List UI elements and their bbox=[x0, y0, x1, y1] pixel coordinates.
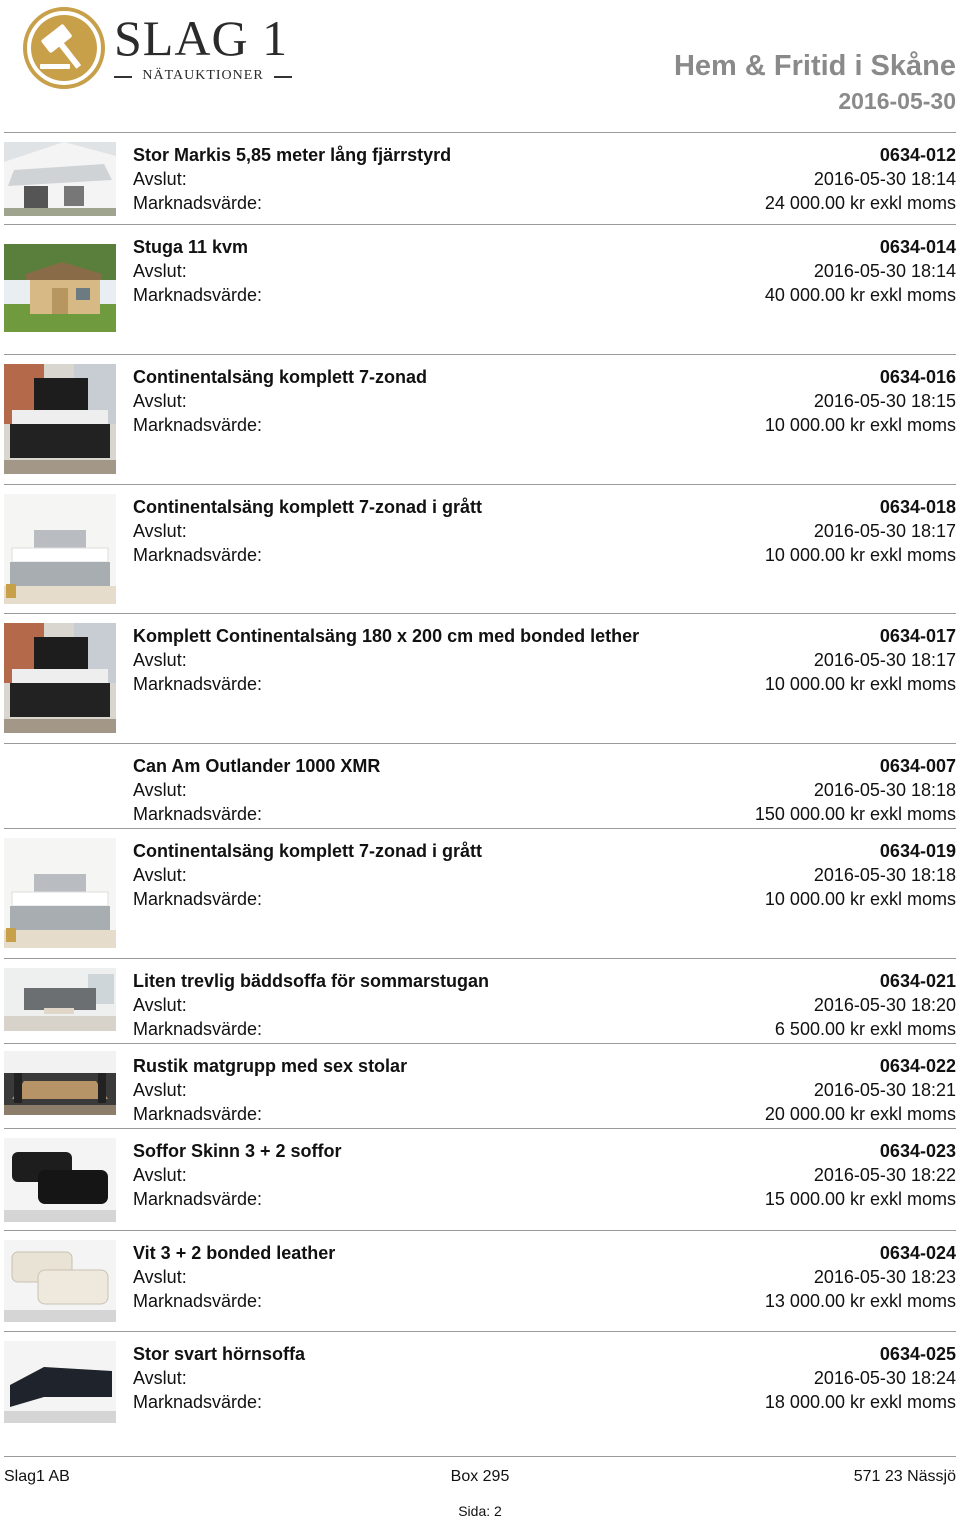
row-separator bbox=[4, 354, 956, 355]
lot-number: 0634-019 bbox=[879, 841, 956, 861]
market-value-label: Marknadsvärde: bbox=[133, 545, 263, 565]
row-separator bbox=[4, 132, 956, 133]
corner-sofa-photo[interactable] bbox=[4, 1341, 116, 1423]
item-title[interactable]: Stuga 11 kvm bbox=[133, 237, 249, 257]
item-title[interactable]: Continentalsäng komplett 7-zonad i grått bbox=[133, 497, 483, 517]
market-value-label: Marknadsvärde: bbox=[133, 1189, 263, 1209]
market-value-label: Marknadsvärde: bbox=[133, 1104, 263, 1124]
end-time: 2016-05-30 18:18 bbox=[813, 780, 956, 800]
footer-separator bbox=[4, 1456, 956, 1457]
end-label: Avslut: bbox=[133, 391, 187, 411]
row-separator bbox=[4, 1230, 956, 1231]
market-value-label: Marknadsvärde: bbox=[133, 285, 263, 305]
end-label: Avslut: bbox=[133, 865, 187, 885]
lot-number: 0634-012 bbox=[879, 145, 956, 165]
end-time: 2016-05-30 18:14 bbox=[813, 169, 956, 189]
item-title[interactable]: Liten trevlig bäddsoffa för sommarstugan bbox=[133, 971, 490, 991]
market-value-label: Marknadsvärde: bbox=[133, 889, 263, 909]
end-label: Avslut: bbox=[133, 1165, 187, 1185]
row-separator bbox=[4, 1043, 956, 1044]
end-label: Avslut: bbox=[133, 169, 187, 189]
row-separator bbox=[4, 1128, 956, 1129]
item-title[interactable]: Continentalsäng komplett 7-zonad bbox=[133, 367, 428, 387]
market-value-label: Marknadsvärde: bbox=[133, 1291, 263, 1311]
end-time: 2016-05-30 18:14 bbox=[813, 261, 956, 281]
black-bed-photo[interactable] bbox=[4, 623, 116, 733]
catalog-title: Hem & Fritid i Skåne bbox=[673, 50, 956, 82]
market-value: 10 000.00 kr exkl moms bbox=[764, 415, 956, 435]
item-title[interactable]: Soffor Skinn 3 + 2 soffor bbox=[133, 1141, 342, 1161]
catalog-date: 2016-05-30 bbox=[838, 88, 956, 114]
end-label: Avslut: bbox=[133, 1368, 187, 1388]
market-value-label: Marknadsvärde: bbox=[133, 674, 263, 694]
end-time: 2016-05-30 18:24 bbox=[813, 1368, 956, 1388]
lot-number: 0634-025 bbox=[879, 1344, 956, 1364]
item-title[interactable]: Can Am Outlander 1000 XMR bbox=[133, 756, 381, 776]
grey-bed-photo[interactable] bbox=[4, 494, 116, 604]
end-time: 2016-05-30 18:22 bbox=[813, 1165, 956, 1185]
end-time: 2016-05-30 18:15 bbox=[813, 391, 956, 411]
row-separator bbox=[4, 224, 956, 225]
footer-company: Slag1 AB bbox=[4, 1468, 70, 1485]
end-label: Avslut: bbox=[133, 1080, 187, 1100]
lot-number: 0634-007 bbox=[879, 756, 956, 776]
white-sofas-photo[interactable] bbox=[4, 1240, 116, 1322]
logo-wordmark: SLAG 1 bbox=[114, 10, 289, 66]
footer-address: Box 295 bbox=[450, 1468, 510, 1485]
end-label: Avslut: bbox=[133, 995, 187, 1015]
lot-number: 0634-016 bbox=[879, 367, 956, 387]
item-title[interactable]: Vit 3 + 2 bonded leather bbox=[133, 1243, 336, 1263]
end-time: 2016-05-30 18:23 bbox=[813, 1267, 956, 1287]
end-time: 2016-05-30 18:21 bbox=[813, 1080, 956, 1100]
page-number: Sida: 2 bbox=[458, 1503, 502, 1518]
market-value: 24 000.00 kr exkl moms bbox=[764, 193, 956, 213]
row-separator bbox=[4, 958, 956, 959]
awning-photo[interactable] bbox=[4, 142, 116, 216]
end-time: 2016-05-30 18:17 bbox=[813, 650, 956, 670]
cabin-photo[interactable] bbox=[4, 244, 116, 332]
row-separator bbox=[4, 828, 956, 829]
lot-number: 0634-023 bbox=[879, 1141, 956, 1161]
end-label: Avslut: bbox=[133, 1267, 187, 1287]
slag1-logo bbox=[22, 6, 292, 90]
market-value: 18 000.00 kr exkl moms bbox=[764, 1392, 956, 1412]
market-value: 15 000.00 kr exkl moms bbox=[764, 1189, 956, 1209]
row-separator bbox=[4, 1331, 956, 1332]
logo-subtitle: NÄTAUKTIONER bbox=[142, 68, 264, 83]
market-value-label: Marknadsvärde: bbox=[133, 1019, 263, 1039]
row-separator bbox=[4, 613, 956, 614]
end-label: Avslut: bbox=[133, 780, 187, 800]
end-label: Avslut: bbox=[133, 261, 187, 281]
item-title[interactable]: Continentalsäng komplett 7-zonad i grått bbox=[133, 841, 483, 861]
end-time: 2016-05-30 18:20 bbox=[813, 995, 956, 1015]
market-value: 20 000.00 kr exkl moms bbox=[764, 1104, 956, 1124]
item-title[interactable]: Komplett Continentalsäng 180 x 200 cm med bonded lether bbox=[133, 626, 640, 646]
market-value: 10 000.00 kr exkl moms bbox=[764, 674, 956, 694]
item-title[interactable]: Stor Markis 5,85 meter lång fjärrstyrd bbox=[133, 145, 452, 165]
market-value: 6 500.00 kr exkl moms bbox=[774, 1019, 956, 1039]
item-title[interactable]: Rustik matgrupp med sex stolar bbox=[133, 1056, 408, 1076]
lot-number: 0634-017 bbox=[879, 626, 956, 646]
market-value: 10 000.00 kr exkl moms bbox=[764, 545, 956, 565]
dining-set-photo[interactable] bbox=[4, 1051, 116, 1115]
market-value-label: Marknadsvärde: bbox=[133, 1392, 263, 1412]
end-time: 2016-05-30 18:17 bbox=[813, 521, 956, 541]
lot-number: 0634-021 bbox=[879, 971, 956, 991]
row-separator bbox=[4, 484, 956, 485]
lot-number: 0634-014 bbox=[879, 237, 956, 257]
footer bbox=[4, 1466, 956, 1488]
gavel-emblem-icon bbox=[22, 6, 106, 90]
lot-number: 0634-018 bbox=[879, 497, 956, 517]
market-value-label: Marknadsvärde: bbox=[133, 804, 263, 824]
lot-number: 0634-022 bbox=[879, 1056, 956, 1076]
end-label: Avslut: bbox=[133, 521, 187, 541]
footer-city: 571 23 Nässjö bbox=[853, 1468, 956, 1485]
market-value: 150 000.00 kr exkl moms bbox=[754, 804, 956, 824]
grey-bed-photo[interactable] bbox=[4, 838, 116, 948]
black-bed-photo[interactable] bbox=[4, 364, 116, 474]
market-value-label: Marknadsvärde: bbox=[133, 193, 263, 213]
lot-number: 0634-024 bbox=[879, 1243, 956, 1263]
row-separator bbox=[4, 743, 956, 744]
market-value: 13 000.00 kr exkl moms bbox=[764, 1291, 956, 1311]
market-value: 40 000.00 kr exkl moms bbox=[764, 285, 956, 305]
black-sofas-photo[interactable] bbox=[4, 1138, 116, 1222]
market-value-label: Marknadsvärde: bbox=[133, 415, 263, 435]
end-time: 2016-05-30 18:18 bbox=[813, 865, 956, 885]
market-value: 10 000.00 kr exkl moms bbox=[764, 889, 956, 909]
end-label: Avslut: bbox=[133, 650, 187, 670]
item-title[interactable]: Stor svart hörnsoffa bbox=[133, 1344, 306, 1364]
sofa-room-photo[interactable] bbox=[4, 968, 116, 1031]
